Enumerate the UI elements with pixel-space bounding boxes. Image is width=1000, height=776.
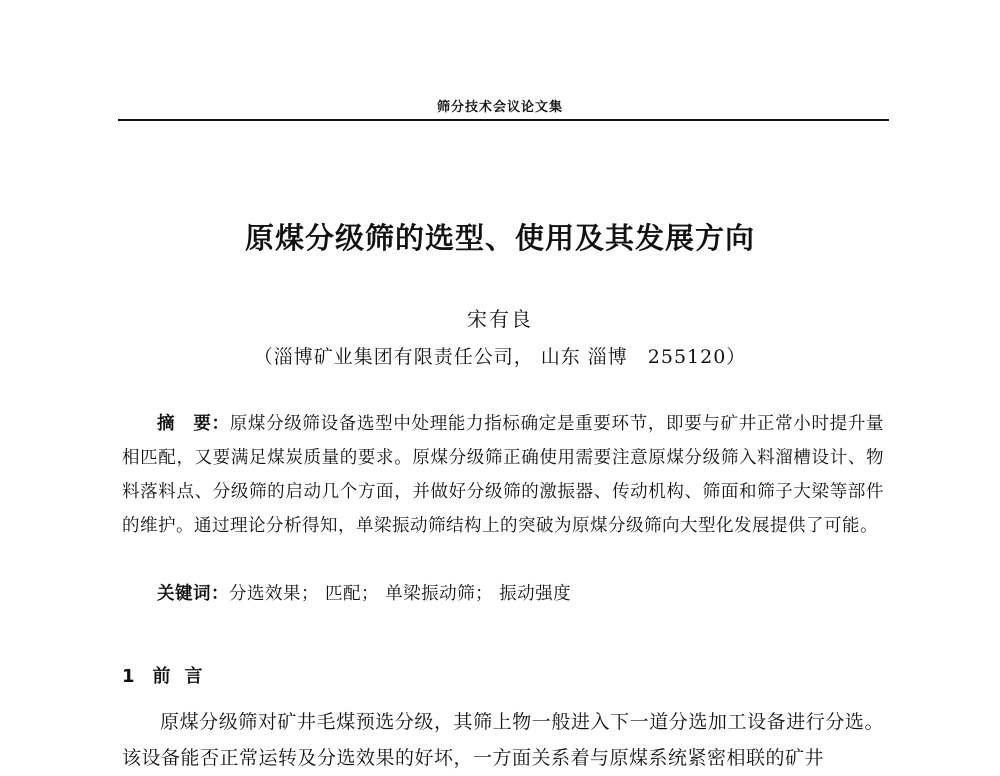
header-rule <box>118 119 889 121</box>
paper-title: 原煤分级筛的选型、使用及其发展方向 <box>244 221 755 255</box>
keywords <box>122 577 884 611</box>
section-heading <box>122 662 217 688</box>
running-header: 筛分技术会议论文集 <box>436 100 563 115</box>
body-paragraph: 原煤分级筛对矿井毛煤预选分级，其筛上物一般进入下一道分选加工设备进行分选。该设备能否正常运转及分选效果的好坏，一方面关系着与原煤系统紧密相联的矿井 <box>122 711 884 769</box>
section-title: 前言 <box>152 666 217 687</box>
abstract-label: 摘 要： <box>157 414 230 434</box>
author-affiliation: （淄博矿业集团有限责任公司， 山东 淄博 255120） <box>253 346 747 368</box>
author-name: 宋有良 <box>467 307 533 331</box>
keywords-label: 关键词： <box>157 584 229 604</box>
abstract-text: 原煤分级筛设备选型中处理能力指标确定是重要环节，即要与矿井正常小时提升量相匹配，又要满足煤炭质量的要求。原煤分级筛正确使用需要注意原煤分级筛入料溜槽设计、物料落料点、分级筛的启动几个方面，并做好分级筛的激振器、传动机构、筛面和筛子大梁等部件的维护。通过理论分析得知，单梁振动筛结构上的突破为原煤分级筛向大型化发展提供了可能。 <box>122 414 884 536</box>
section-number: 1 <box>122 666 135 687</box>
keywords-text: 分选效果； 匹配； 单梁振动筛； 振动强度 <box>229 584 572 604</box>
abstract <box>122 407 884 543</box>
